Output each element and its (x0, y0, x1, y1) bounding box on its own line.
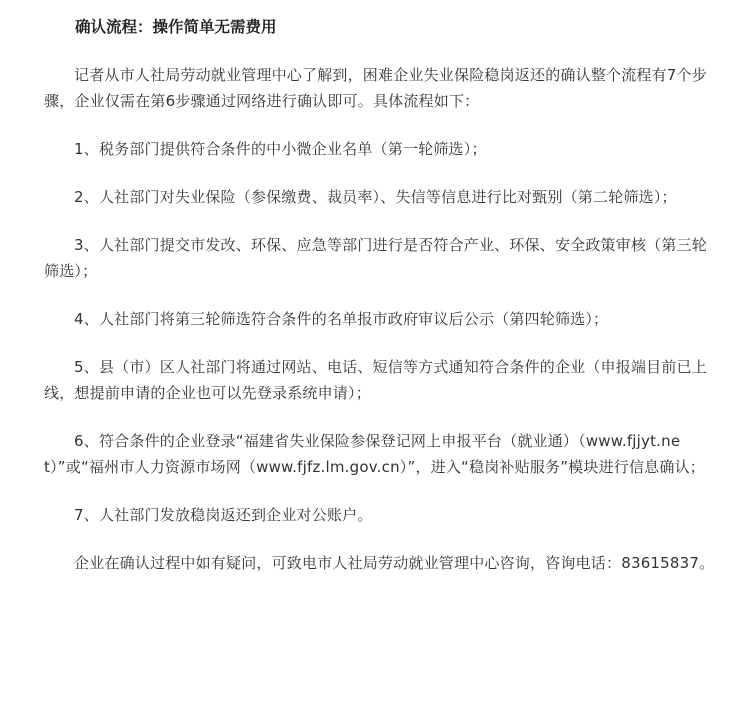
closing-paragraph: 企业在确认过程中如有疑问，可致电市人社局劳动就业管理中心咨询，咨询电话：83615837。 (74, 554, 715, 572)
step-6: 6、符合条件的企业登录“福建省失业保险参保登记网上申报平台（就业通）（www.fjjyt.net）”或“福州市人力资源市场网（www.fjfz.lm.gov.cn）”，进入“稳岗补贴服务”模块进行信息确认； (44, 432, 705, 476)
intro-paragraph: 记者从市人社局劳动就业管理中心了解到，困难企业失业保险稳岗返还的确认整个流程有7个步骤，企业仅需在第6步骤通过网络进行确认即可。具体流程如下： (44, 66, 707, 110)
step-4: 4、人社部门将第三轮筛选符合条件的名单报市政府审议后公示（第四轮筛选）； (74, 310, 609, 328)
step-3: 3、人社部门提交市发改、环保、应急等部门进行是否符合产业、环保、安全政策审核（第三轮筛选）； (44, 236, 707, 280)
article-body (44, 14, 720, 576)
step-5: 5、县（市）区人社部门将通过网站、电话、短信等方式通知符合条件的企业（申报端目前已上线，想提前申请的企业也可以先登录系统申请）； (44, 358, 707, 402)
step-7: 7、人社部门发放稳岗返还到企业对公账户。 (74, 506, 373, 524)
step-1: 1、税务部门提供符合条件的中小微企业名单（第一轮筛选）； (74, 140, 487, 158)
section-heading: 确认流程：操作简单无需费用 (75, 18, 277, 36)
step-2: 2、人社部门对失业保险（参保缴费、裁员率）、失信等信息进行比对甄别（第二轮筛选）； (74, 188, 677, 206)
